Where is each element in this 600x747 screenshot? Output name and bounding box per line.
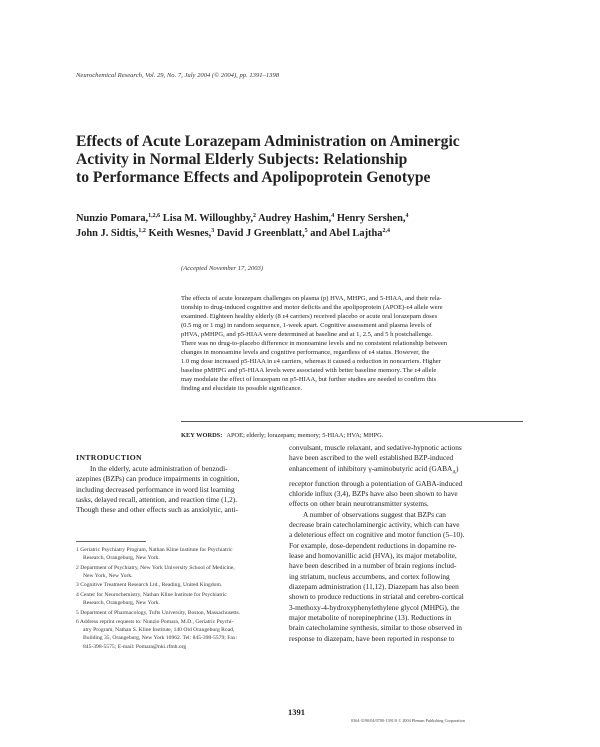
body-line: tasks, delayed recall, attention, and reaction time (1,2). — [76, 495, 238, 505]
author-affiliation: 2,4 — [382, 228, 390, 234]
body-line: have been ascribed to the well established BZP-induced — [289, 453, 454, 463]
accepted-date: (Accepted November 17, 2003) — [181, 265, 264, 272]
body-line: 3-methoxy-4-hydroxyphenylethylene glycol (MHPG), the — [289, 602, 460, 612]
body-line: brain catecholamine synthesis, similar to those observed in — [289, 623, 462, 633]
journal-citation: Neurochemical Research, Vol. 29, No. 7, July 2004 (© 2004), pp. 1391–1398 — [76, 72, 280, 79]
footnote-line: 845-398-5575; E-mail: Pomara@nki.rfmh.org — [83, 643, 187, 650]
gaba-subscript: A — [452, 470, 456, 476]
body-line: chloride influx (3,4), BZPs have also been shown to have — [289, 488, 458, 498]
author-line — [76, 226, 546, 241]
keywords — [181, 432, 523, 439]
author-name: Nunzio Pomara, — [76, 213, 149, 224]
author-name: John J. Sidtis, — [76, 228, 139, 239]
body-line: lease and homovanillic acid (HVA), its major metabolite, — [289, 550, 457, 560]
footnote-line: New York, New York. — [83, 572, 133, 579]
body-line — [289, 464, 525, 479]
abstract-divider — [181, 421, 523, 422]
body-line: decrease brain catecholaminergic activity, which can have — [289, 519, 460, 529]
abstract — [181, 294, 523, 394]
right-column-body — [289, 443, 525, 644]
footnote-line: Research, Orangeburg, New York. — [83, 600, 160, 607]
body-line: shown to produce reductions in striatal and cerebro-cortical — [289, 592, 464, 602]
author-name: Keith Wesnes, — [148, 228, 212, 239]
author-affiliation: 4 — [331, 213, 335, 219]
abstract-line: The effects of acute lorazepam challenges on plasma (p) HVA, MHPG, and 5-HIAA, and their rela- — [181, 295, 442, 302]
footnote-line: Building 35, Orangeburg, New York 10962. Tel: 845-398-5579; Fax: — [83, 635, 238, 642]
page-number: 1391 — [288, 707, 305, 717]
author-affiliation: 2 — [253, 213, 257, 219]
abstract-line: baseline pMHPG and p5-HIAA levels were associated with better baseline memory. The ε4 allele — [181, 367, 437, 375]
author-list — [76, 211, 546, 241]
author-name: Audrey Hashim, — [258, 213, 332, 224]
footnote-line: 6 Address reprint requests to: Nunzio Pomara, M.D., Geriatric Psychi- — [76, 619, 234, 626]
body-line: major metabolite of norepinephrine (13). Reductions in — [289, 612, 452, 622]
abstract-line: pHVA, pMHPG, and p5-HIAA were determined at baseline and at 1, 2.5, and 5 h postchallenge. — [181, 331, 433, 339]
keywords-label: KEY WORDS: — [181, 432, 223, 439]
body-line: diazepam administration (11,12). Diazepam has also been — [289, 581, 459, 591]
footnote-line: Research, Orangeburg, New York. — [83, 555, 160, 562]
footnote-line: 1 Geriatric Psychiatry Program, Nathan Kline Institute for Psychiatric — [76, 547, 233, 553]
body-line: In the elderly, acute administration of benzodi- — [90, 464, 228, 473]
body-line: receptor function through a potentiation of GABA-induced — [289, 478, 463, 488]
footnote-line: 4 Center for Neurochemistry, Nathan Kline Institute for Psychiatric — [76, 591, 227, 598]
title-line: Effects of Acute Lorazepam Administration on Aminergic — [76, 133, 460, 150]
left-column-body — [76, 464, 286, 516]
body-text: enhancement of inhibitory γ-aminobutyric acid (GABA — [289, 463, 453, 473]
abstract-line: may modulate the effect of lorazepam on p5-HIAA, but further studies are needed to confirm this — [181, 376, 437, 384]
abstract-line: finding and elucidate its possible significance. — [181, 385, 303, 393]
footnotes — [76, 546, 286, 651]
section-heading: INTRODUCTION — [76, 453, 142, 462]
body-line: a deleterious effect on cognitive and motor function (5–10). — [289, 530, 465, 540]
body-line: response to diazepam, have been reported in response to — [289, 633, 455, 643]
author-affiliation: 5 — [304, 228, 308, 234]
author-line — [76, 211, 546, 226]
body-line: including decreased performance in word list learning — [76, 484, 235, 494]
abstract-line: (0.5 mg or 1 mg) in random sequence, 1-week apart. Cognitive assessment and plasma levels of — [181, 322, 432, 330]
body-line: effects on other brain neurotransmitter systems. — [289, 499, 429, 509]
copyright-line: 0364-3190/04/0700-1391/0 © 2004 Plenum Publishing Corporation — [351, 718, 465, 723]
body-line: convulsant, muscle relaxant, and sedative-hypnotic actions — [289, 443, 462, 452]
body-text: ) — [455, 463, 459, 473]
footnote-line: 3 Cognitive Treatment Research Ltd., Reading, United Kingdom. — [76, 582, 223, 589]
body-line: Though these and other effects such as anxiolytic, anti- — [76, 505, 238, 515]
footnote-line: 5 Department of Pharmacology, Tufts University, Boston, Massachusetts. — [76, 609, 241, 616]
author-affiliation: 1,2,6 — [148, 213, 161, 219]
footnote-divider — [76, 541, 146, 542]
abstract-line: There was no drug-to-placebo difference in monoamine levels and no consistent relationship between — [181, 340, 448, 348]
title-line: to Performance Effects and Apolipoprotein Genotype — [76, 168, 431, 186]
article-title — [76, 133, 546, 186]
footnote-line: 2 Department of Psychiatry, New York University School of Medicine, — [76, 564, 235, 571]
author-name: and Abel Lajtha — [310, 228, 383, 239]
abstract-line: tionship to drug-induced cognitive and motor deficits and the apolipoprotein (APOE)-ε4 allele were — [181, 304, 443, 312]
body-line: have been described in a number of brain regions includ- — [289, 561, 457, 571]
author-affiliation: 1,2 — [138, 228, 146, 234]
body-line: ing striatum, nucleus accumbens, and cortex following — [289, 571, 450, 581]
body-line: For example, dose-dependent reductions in dopamine re- — [289, 540, 457, 550]
abstract-line: examined. Eighteen healthy elderly (8 ε4 carriers) received placebo or acute oral lorazepam doses — [181, 313, 438, 321]
abstract-line: 1.0 mg dose increased p5-HIAA in ε4 carriers, whereas it caused a reduction in noncarriers. Higher — [181, 358, 441, 366]
footnote-line: atry Program, Nathan S. Kline Institute, 140 Old Orangeburg Road, — [83, 627, 235, 634]
body-line: A number of observations suggest that BZPs can — [303, 509, 446, 519]
author-name: Lisa M. Willoughby, — [162, 213, 254, 224]
author-name: Henry Sershen, — [336, 213, 406, 224]
keywords-text: APOE; elderly; lorazepam; memory; 5-HIAA; HVA; MHPG. — [226, 432, 384, 439]
author-affiliation: 3 — [211, 228, 215, 234]
body-line: azepines (BZPs) can produce impairments in cognition, — [76, 474, 240, 484]
abstract-line: changes in monoamine levels and cognitive performance, regardless of ε4 status. However, the — [181, 349, 430, 357]
author-affiliation: 4 — [405, 213, 409, 219]
author-name: David J Greenblatt, — [216, 228, 305, 239]
title-line: Activity in Normal Elderly Subjects: Relationship — [76, 150, 408, 168]
